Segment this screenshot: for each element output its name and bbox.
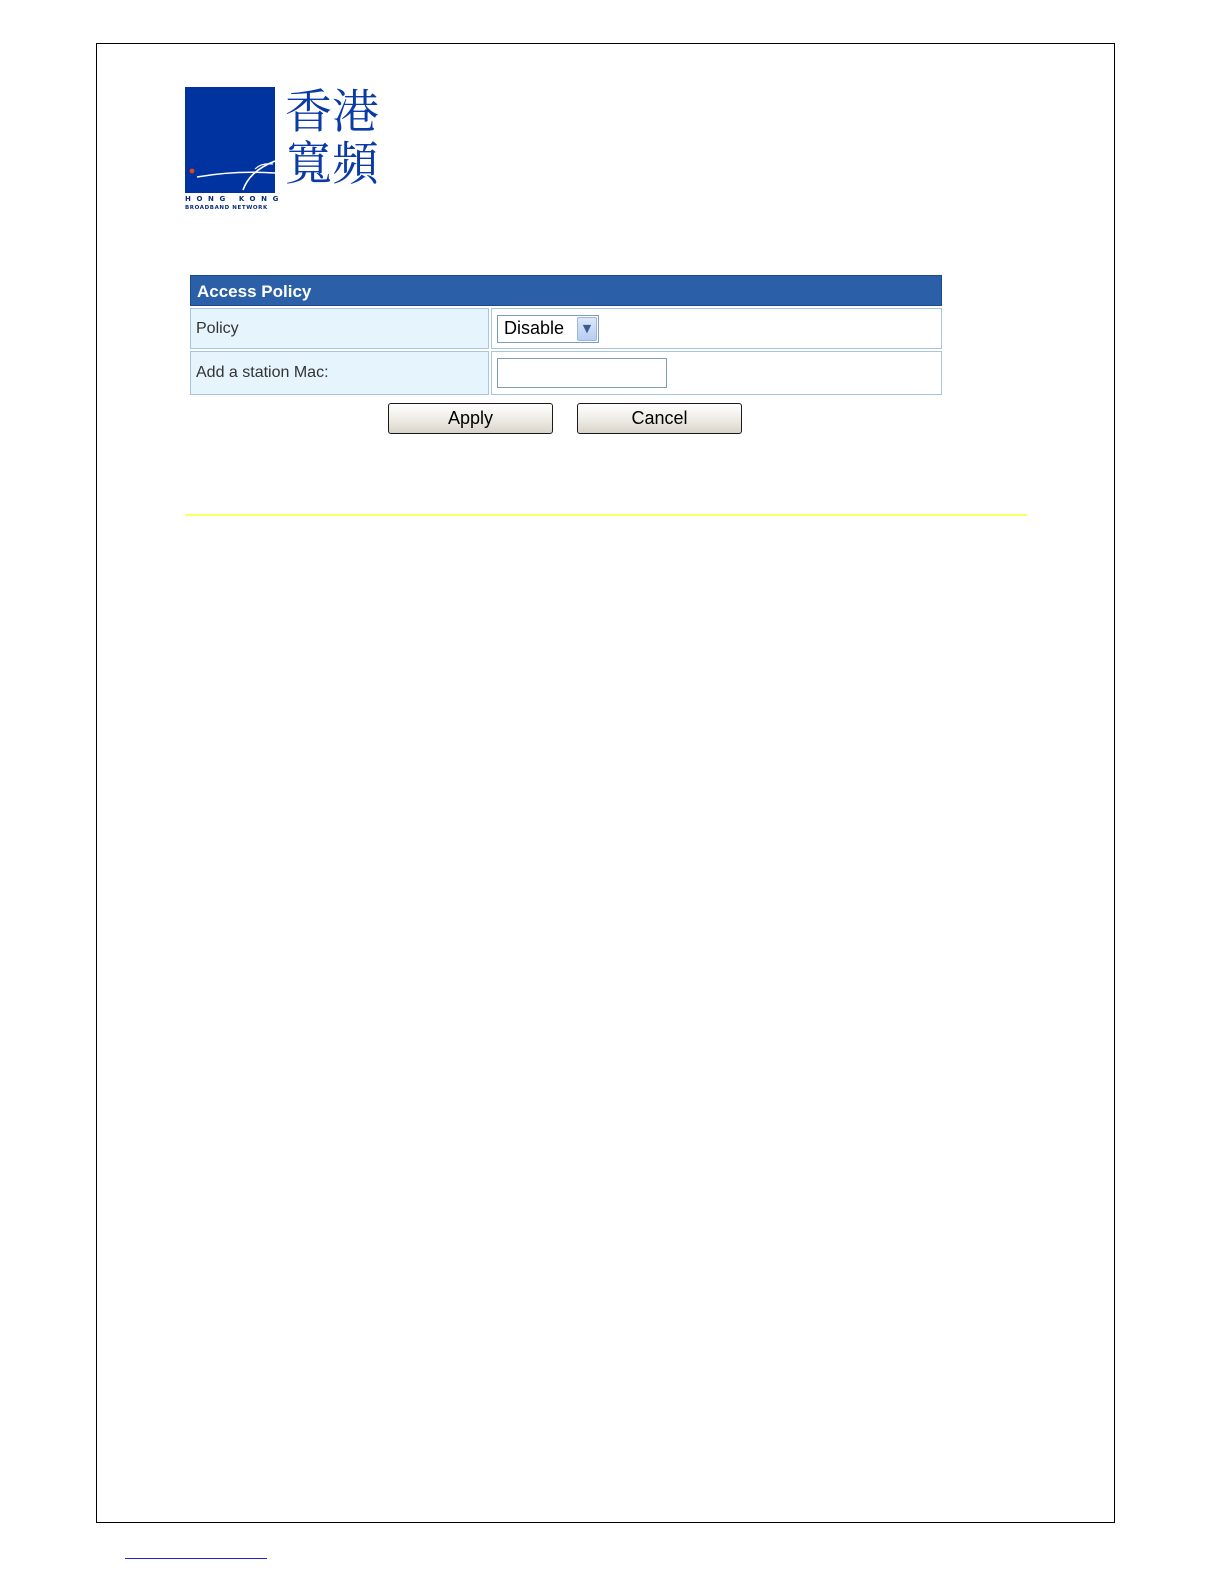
policy-value-cell xyxy=(491,308,942,349)
chevron-down-icon[interactable]: ▼ xyxy=(577,317,597,341)
logo-chars-line2: 寬頻 xyxy=(285,137,379,192)
cancel-button[interactable]: Cancel xyxy=(577,403,742,434)
section-divider xyxy=(185,514,1027,516)
access-policy-panel xyxy=(190,275,942,395)
apply-button[interactable]: Apply xyxy=(388,403,553,434)
hkbn-logo xyxy=(185,87,390,215)
logo-chars-line1: 香港 xyxy=(285,85,379,140)
station-mac-input[interactable] xyxy=(497,358,667,388)
station-mac-value-cell xyxy=(491,351,942,395)
logo-chinese-text xyxy=(285,87,393,191)
station-mac-label: Add a station Mac: xyxy=(190,351,489,395)
station-mac-row xyxy=(190,351,942,395)
policy-label: Policy xyxy=(190,308,489,349)
footer-underline xyxy=(125,1558,267,1559)
logo-english-line2: BROADBAND NETWORK xyxy=(185,205,268,211)
panel-title: Access Policy xyxy=(190,275,942,306)
policy-row xyxy=(190,308,942,349)
logo-mark-icon xyxy=(185,87,275,193)
logo-english-line1: HONG KONG xyxy=(185,195,284,203)
policy-select[interactable] xyxy=(497,315,599,343)
policy-select-value: Disable xyxy=(504,318,565,338)
page-border xyxy=(96,43,1115,1523)
